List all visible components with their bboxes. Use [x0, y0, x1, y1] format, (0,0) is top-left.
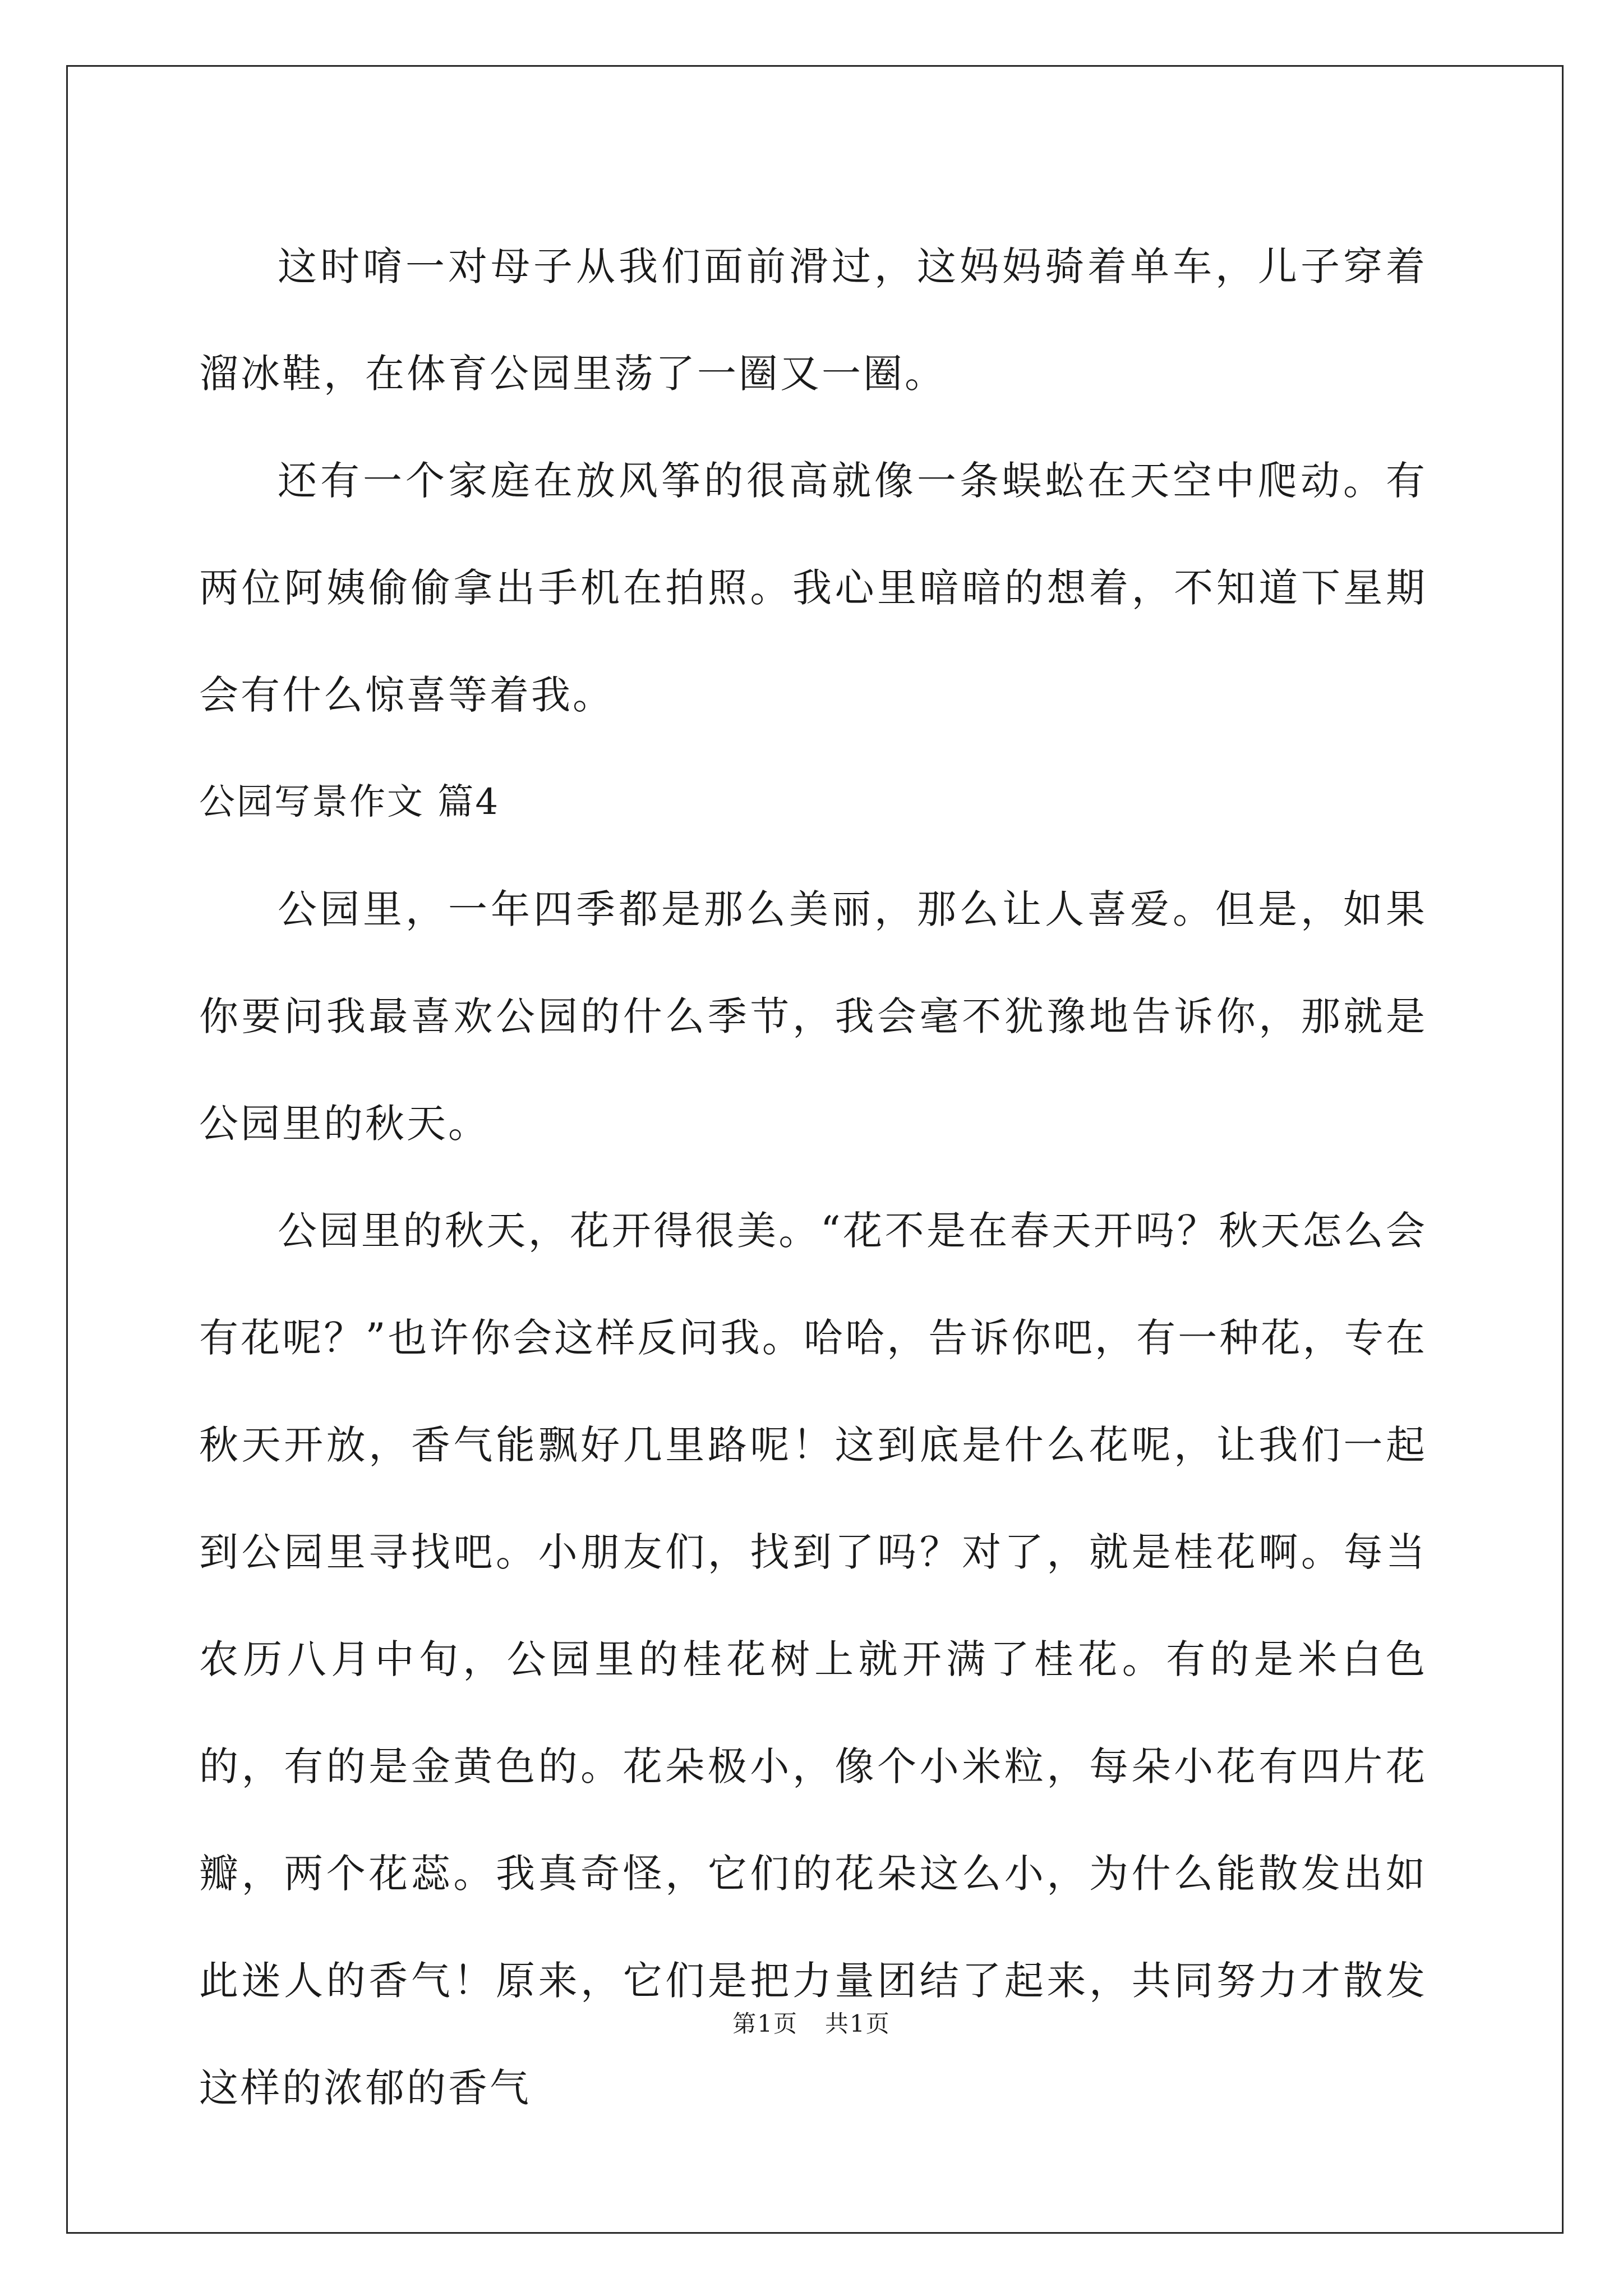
paragraph-1: 这时唷一对母子从我们面前滑过，这妈妈骑着单车，儿子穿着溜冰鞋，在体育公园里荡了一圈又一圈。 [199, 243, 1427, 397]
paragraph-2: 还有一个家庭在放风筝的很高就像一条蜈蚣在天空中爬动。有两位阿姨偷偷拿出手机在拍照。我心里暗暗的想着，不知道下星期会有什么惊喜等着我。 [199, 458, 1427, 718]
page-total: 共1页 [825, 2010, 891, 2037]
section-heading: 公园写景作文 篇4 [199, 781, 500, 823]
paragraph-4: 公园里的秋天，花开得很美。“花不是在春天开吗？秋天怎么会有花呢？”也许你会这样反问我。哈哈，告诉你吧，有一种花，专在秋天开放，香气能飘好几里路呢！这到底是什么花呢，让我们一起到公园里寻找吧。小朋友们，找到了吗？对了，就是桂花啊。每当农历八月中旬，公园里的桂花树上就开满了桂花。有的是米白色的，有的是金黄色的。花朵极小，像个小米粒，每朵小花有四片花瓣，两个花蕊。我真奇怪，它们的花朵这么小，为什么能散发出如此迷人的香气！原来，它们是把力量团结了起来，共同努力才散发这样的浓郁的香气 [199, 1208, 1427, 2111]
document-body [199, 213, 1427, 2142]
page-footer [0, 2005, 1623, 2039]
paragraph-3: 公园里，一年四季都是那么美丽，那么让人喜爱。但是，如果你要问我最喜欢公园的什么季节，我会毫不犹豫地告诉你，那就是公园里的秋天。 [199, 886, 1427, 1147]
page-number: 第1页 [732, 2010, 798, 2037]
